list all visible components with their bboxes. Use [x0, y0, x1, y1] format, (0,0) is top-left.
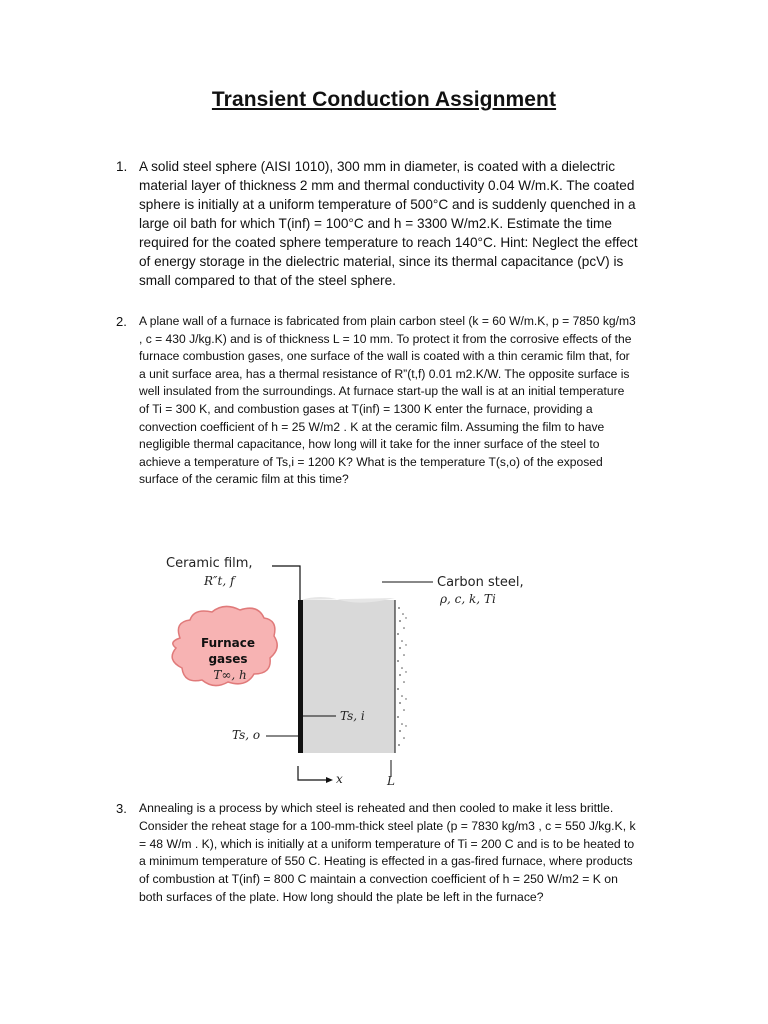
text-line: of Ti = 300 K, and combustion gases at T(inf) = 1300 K enter the furnace, providing a	[139, 401, 593, 416]
furnace-gases-line2: gases	[208, 652, 248, 666]
insulation-layer	[397, 607, 407, 746]
text-line: large oil bath for which T(inf) = 100°C and h = 3300 W/m2.K. Estimate the time	[139, 216, 612, 231]
text-line: both surfaces of the plate. How long should the plate be left in the furnace?	[139, 889, 544, 904]
text-line: furnace combustion gases, one surface of the wall is coated with a thin ceramic film that, for	[139, 349, 630, 364]
text-line: required for the coated sphere temperature to reach 140°C. Hint: Neglect the effect	[139, 235, 638, 250]
text-line: of energy storage in the dielectric material, since its thermal capacitance (pcV) is	[139, 254, 624, 269]
question-1	[116, 157, 676, 290]
ts-i-label: Ts, i	[340, 709, 365, 723]
text-line: a minimum temperature of 550 C. Heating is effected in a gas-fired furnace, where products	[139, 854, 633, 869]
x-axis	[298, 766, 326, 780]
text-line: a unit surface area, has a thermal resistance of R”(t,f) 0.01 m2.K/W. The opposite surface is	[139, 366, 630, 381]
text-line: Annealing is a process by which steel is reheated and then cooled to make it less brittle.	[139, 801, 614, 815]
ceramic-resistance-symbol: R″t, f	[204, 574, 235, 588]
x-axis-label: x	[336, 772, 343, 786]
text-line: surface of the ceramic film at this time?	[139, 472, 349, 487]
carbon-steel-slab	[301, 600, 395, 753]
carbon-steel-label: Carbon steel,	[437, 575, 524, 590]
question-text	[139, 313, 676, 489]
question-text	[139, 800, 676, 907]
text-line: well insulated from the surroundings. At furnace start-up the wall is at an initial temperature	[139, 384, 625, 399]
question-number: 1.	[116, 159, 128, 174]
text-line: negligible thermal capacitance, how long will it take for the inner surface of the steel to	[139, 437, 600, 452]
page-title: Transient Conduction Assignment	[211, 88, 557, 111]
text-line: material layer of thickness 2 mm and thermal conductivity 0.04 W/m.K. The coated	[139, 178, 635, 193]
text-line: A solid steel sphere (AISI 1010), 300 mm in diameter, is coated with a dielectric	[139, 159, 616, 174]
text-line: Consider the reheat stage for a 100-mm-thick steel plate (p = 7830 kg/m3 , c = 550 J/kg.K, k	[139, 818, 636, 833]
question-number: 3.	[116, 801, 127, 816]
question-3	[116, 800, 676, 907]
furnace-wall-figure	[150, 548, 570, 788]
steel-properties-symbol: ρ, c, k, Ti	[440, 592, 496, 606]
text-line: = 48 W/m . K), which is initially at a uniform temperature of Ti = 200 C and is to be heated to	[139, 836, 635, 851]
ceramic-film-label: Ceramic film,	[166, 556, 253, 571]
text-line: small compared to that of the steel sphere.	[139, 273, 396, 288]
text-line: achieve a temperature of Ts,i = 1200 K? What is the temperature T(s,o) of the exposed	[139, 454, 603, 469]
question-number: 2.	[116, 314, 127, 329]
ts-o-label: Ts, o	[232, 728, 261, 742]
text-line: sphere is initially at a uniform temperature of 500°C and is suddenly quenched in a	[139, 197, 636, 212]
question-text	[139, 157, 676, 290]
text-line: of combustion at T(inf) = 800 C maintain a convection coefficient of h = 250 W/m2 = K on	[139, 872, 618, 887]
question-2	[116, 313, 676, 489]
text-line: A plane wall of a furnace is fabricated from plain carbon steel (k = 60 W/m.K, p = 7850 kg/m3	[139, 314, 636, 328]
thickness-L-label: L	[387, 774, 395, 788]
text-line: , c = 430 J/kg.K) and is of thickness L = 10 mm. To protect it from the corrosive effects of the	[139, 331, 632, 346]
ceramic-leader-line	[272, 566, 300, 600]
furnace-gases-line1: Furnace	[201, 636, 255, 650]
x-axis-arrowhead	[326, 777, 333, 783]
furnace-temperature-symbol: T∞, h	[213, 668, 247, 682]
text-line: convection coefficient of h = 25 W/m2 . K at the ceramic film. Assuming the film to have	[139, 419, 605, 434]
ceramic-film	[298, 600, 303, 753]
